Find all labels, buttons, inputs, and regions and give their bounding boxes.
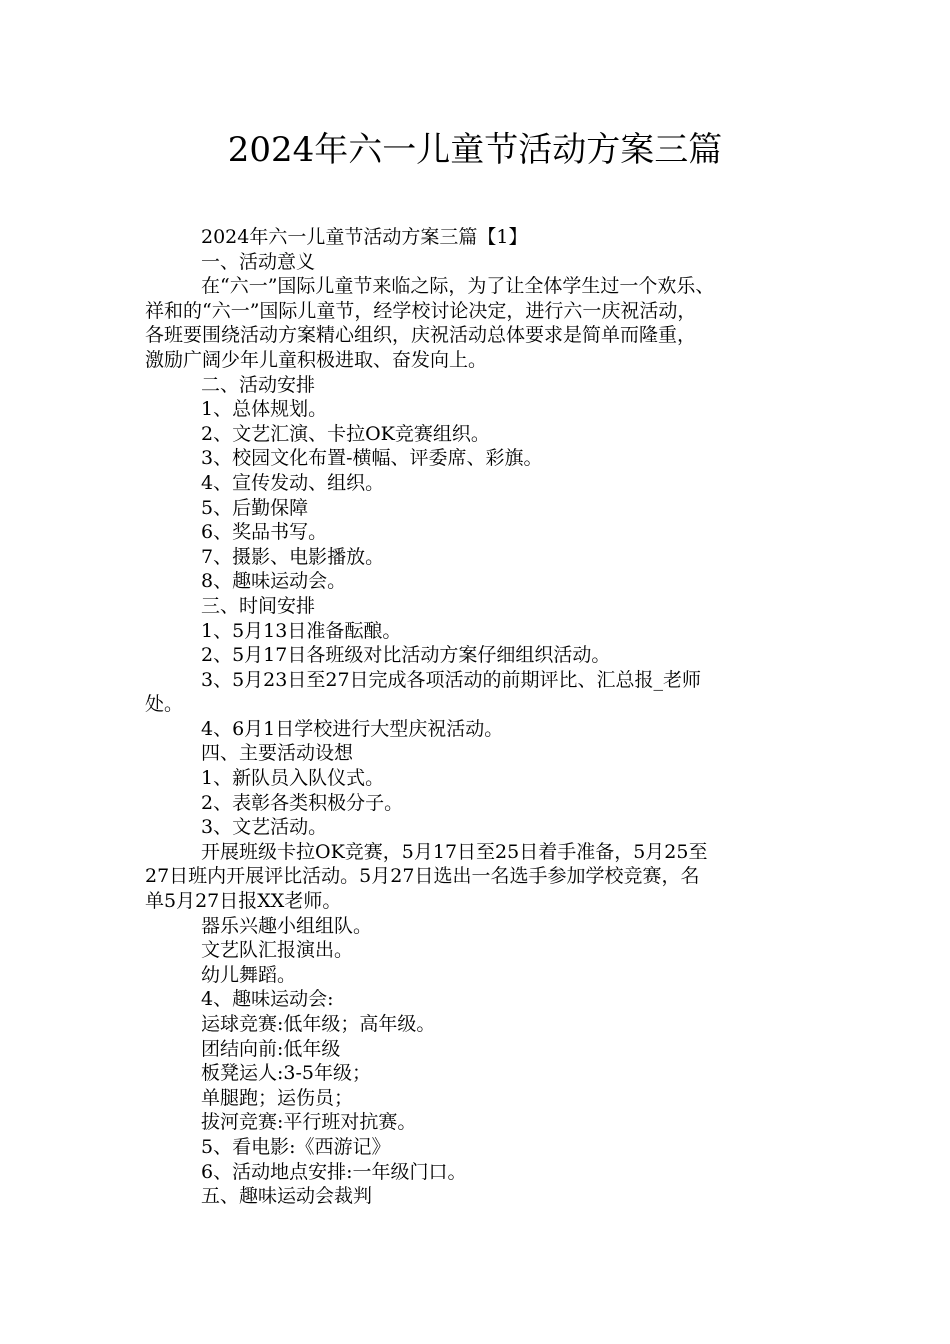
text-line: 3、5月23日至27日完成各项活动的前期评比、汇总报_老师 bbox=[201, 668, 702, 691]
text-line: 一、活动意义 bbox=[201, 250, 316, 273]
text-line: 团结向前:低年级 bbox=[201, 1037, 341, 1060]
text-line: 1、总体规划。 bbox=[201, 398, 328, 421]
text-line: 激励广阔少年儿童积极进取、奋发向上。 bbox=[145, 348, 488, 371]
text-line: 2024年六一儿童节活动方案三篇【1】 bbox=[201, 226, 528, 248]
text-line: 运球竞赛:低年级；高年级。 bbox=[201, 1013, 436, 1035]
text-line: 处。 bbox=[145, 693, 184, 716]
document-body bbox=[145, 225, 815, 1209]
text-line: 板凳运人:3-5年级； bbox=[201, 1062, 371, 1085]
text-line: 单5月27日报XX老师。 bbox=[145, 890, 342, 913]
text-line: 4、宣传发动、组织。 bbox=[201, 471, 385, 494]
text-line: 各班要围绕活动方案精心组织，庆祝活动总体要求是简单而隆重， bbox=[145, 324, 697, 347]
text-line: 7、摄影、电影播放。 bbox=[201, 545, 385, 568]
text-line: 单腿跑；运伤员； bbox=[201, 1086, 354, 1109]
text-line: 5、看电影:《西游记》 bbox=[201, 1135, 391, 1158]
text-line: 8、趣味运动会。 bbox=[201, 570, 347, 593]
text-line: 5、后勤保障 bbox=[201, 496, 309, 519]
text-line: 五、趣味运动会裁判 bbox=[201, 1185, 373, 1208]
text-line: 3、文艺活动。 bbox=[201, 816, 328, 839]
text-line: 三、时间安排 bbox=[201, 594, 316, 617]
text-line: 4、6月1日学校进行大型庆祝活动。 bbox=[201, 717, 504, 740]
text-line: 2、5月17日各班级对比活动方案仔细组织活动。 bbox=[201, 644, 611, 667]
text-line: 6、奖品书写。 bbox=[201, 521, 328, 544]
text-line: 27日班内开展评比活动。5月27日选出一名选手参加学校竞赛，名 bbox=[145, 865, 700, 888]
text-line: 器乐兴趣小组组队。 bbox=[201, 914, 373, 937]
text-line: 二、活动安排 bbox=[201, 373, 316, 396]
text-line: 祥和的“六一”国际儿童节，经学校讨论决定，进行六一庆祝活动， bbox=[145, 299, 697, 322]
text-line: 四、主要活动设想 bbox=[201, 742, 354, 765]
text-line: 开展班级卡拉OK竞赛，5月17日至25日着手准备，5月25至 bbox=[201, 840, 708, 863]
text-line: 2、表彰各类积极分子。 bbox=[201, 791, 404, 814]
text-line: 1、5月13日准备酝酿。 bbox=[201, 619, 402, 642]
text-line: 2、文艺汇演、卡拉OK竞赛组织。 bbox=[201, 422, 490, 445]
text-line: 文艺队汇报演出。 bbox=[201, 939, 354, 962]
text-line: 在“六一”国际儿童节来临之际，为了让全体学生过一个欢乐、 bbox=[201, 275, 715, 298]
text-line: 6、活动地点安排:一年级门口。 bbox=[201, 1160, 467, 1183]
document-title: 2024年六一儿童节活动方案三篇 bbox=[227, 130, 723, 170]
text-line: 1、新队员入队仪式。 bbox=[201, 767, 385, 790]
text-line: 拔河竞赛:平行班对抗赛。 bbox=[201, 1111, 417, 1134]
text-line: 3、校园文化布置-横幅、评委席、彩旗。 bbox=[201, 447, 543, 470]
text-line: 幼儿舞蹈。 bbox=[201, 963, 297, 986]
text-line: 4、趣味运动会: bbox=[201, 988, 334, 1011]
